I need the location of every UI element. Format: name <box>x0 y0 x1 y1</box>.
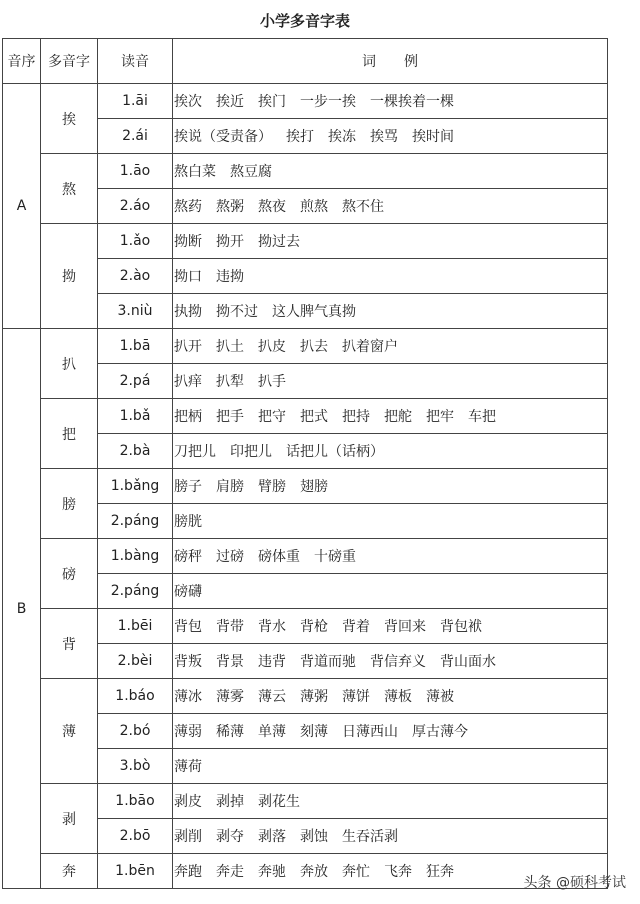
example-word: 违背 <box>258 654 286 670</box>
reading-cell: 2.bō <box>98 819 173 854</box>
char-cell: 熬 <box>41 154 98 224</box>
examples-cell <box>173 364 608 399</box>
example-word: 扒开 <box>174 339 202 355</box>
reading-cell: 1.āo <box>98 154 173 189</box>
example-word: 拗不过 <box>216 304 258 320</box>
example-word: 磅礴 <box>174 584 202 600</box>
example-word: 剥蚀 <box>300 829 328 845</box>
table-row <box>3 539 608 574</box>
example-word: 背道而驰 <box>300 654 356 670</box>
char-cell: 背 <box>41 609 98 679</box>
example-word: 奔忙 <box>342 864 370 880</box>
example-word: 把柄 <box>174 409 202 425</box>
examples-cell <box>173 784 608 819</box>
example-word: 单薄 <box>258 724 286 740</box>
example-word: 背包袱 <box>440 619 482 635</box>
example-word: 薄板 <box>384 689 412 705</box>
example-word: 把式 <box>300 409 328 425</box>
example-word: 挨骂 <box>370 129 398 145</box>
examples-cell <box>173 819 608 854</box>
reading-cell: 1.bàng <box>98 539 173 574</box>
example-word: 背山面水 <box>440 654 496 670</box>
example-word: 把手 <box>216 409 244 425</box>
example-word: 挨冻 <box>328 129 356 145</box>
example-word: 背景 <box>216 654 244 670</box>
example-word: 薄冰 <box>174 689 202 705</box>
example-word: 这人脾气真拗 <box>272 304 356 320</box>
reading-cell: 1.bēi <box>98 609 173 644</box>
example-word: 熬粥 <box>216 199 244 215</box>
examples-cell <box>173 294 608 329</box>
header-char: 多音字 <box>41 39 98 84</box>
example-word: 剥皮 <box>174 794 202 810</box>
example-word: 执拗 <box>174 304 202 320</box>
examples-cell <box>173 224 608 259</box>
example-word: 背水 <box>258 619 286 635</box>
example-word: 挨打 <box>286 129 314 145</box>
example-word: 剥落 <box>258 829 286 845</box>
example-word: 背信弃义 <box>370 654 426 670</box>
example-word: 扒皮 <box>258 339 286 355</box>
header-examples: 词 例 <box>173 39 608 84</box>
example-word: 过磅 <box>216 549 244 565</box>
example-word: 奔驰 <box>258 864 286 880</box>
example-word: 剥夺 <box>216 829 244 845</box>
char-cell: 薄 <box>41 679 98 784</box>
examples-cell <box>173 644 608 679</box>
examples-cell <box>173 539 608 574</box>
reading-cell: 1.báo <box>98 679 173 714</box>
example-word: 把舵 <box>384 409 412 425</box>
example-word: 话把儿（话柄） <box>286 444 384 460</box>
letter-cell: A <box>3 84 41 329</box>
char-cell: 奔 <box>41 854 98 889</box>
examples-cell <box>173 469 608 504</box>
char-cell: 把 <box>41 399 98 469</box>
reading-cell: 1.bǎ <box>98 399 173 434</box>
reading-cell: 1.bēn <box>98 854 173 889</box>
example-word: 奔放 <box>300 864 328 880</box>
examples-cell <box>173 84 608 119</box>
reading-cell: 1.bǎng <box>98 469 173 504</box>
examples-cell <box>173 154 608 189</box>
table-row <box>3 784 608 819</box>
example-word: 违拗 <box>216 269 244 285</box>
reading-cell: 2.bó <box>98 714 173 749</box>
example-word: 挨时间 <box>412 129 454 145</box>
example-word: 刻薄 <box>300 724 328 740</box>
reading-cell: 2.ào <box>98 259 173 294</box>
example-word: 挨门 <box>258 94 286 110</box>
example-word: 熬豆腐 <box>230 164 272 180</box>
example-word: 把牢 <box>426 409 454 425</box>
example-word: 把持 <box>342 409 370 425</box>
examples-cell <box>173 714 608 749</box>
example-word: 狂奔 <box>426 864 454 880</box>
reading-cell: 1.ǎo <box>98 224 173 259</box>
example-word: 熬药 <box>174 199 202 215</box>
examples-cell <box>173 329 608 364</box>
examples-cell <box>173 399 608 434</box>
table-row <box>3 84 608 119</box>
table-row <box>3 469 608 504</box>
example-word: 拗断 <box>174 234 202 250</box>
example-word: 扒手 <box>258 374 286 390</box>
example-word: 一步一挨 <box>300 94 356 110</box>
example-word: 刀把儿 <box>174 444 216 460</box>
example-word: 扒土 <box>216 339 244 355</box>
example-word: 扒痒 <box>174 374 202 390</box>
example-word: 奔走 <box>216 864 244 880</box>
table-row <box>3 399 608 434</box>
reading-cell: 1.bā <box>98 329 173 364</box>
example-word: 扒着窗户 <box>342 339 398 355</box>
example-word: 膀胱 <box>174 514 202 530</box>
char-cell: 磅 <box>41 539 98 609</box>
reading-cell: 2.pá <box>98 364 173 399</box>
reading-cell: 2.áo <box>98 189 173 224</box>
header-reading: 读音 <box>98 39 173 84</box>
char-cell: 挨 <box>41 84 98 154</box>
example-word: 熬不住 <box>342 199 384 215</box>
examples-cell <box>173 189 608 224</box>
example-word: 薄粥 <box>300 689 328 705</box>
example-word: 一棵挨着一棵 <box>370 94 454 110</box>
example-word: 稀薄 <box>216 724 244 740</box>
polyphone-table <box>2 38 608 889</box>
reading-cell: 2.bà <box>98 434 173 469</box>
example-word: 印把儿 <box>230 444 272 460</box>
example-word: 薄饼 <box>342 689 370 705</box>
reading-cell: 2.bèi <box>98 644 173 679</box>
table-row <box>3 609 608 644</box>
example-word: 薄云 <box>258 689 286 705</box>
reading-cell: 3.niù <box>98 294 173 329</box>
example-word: 日薄西山 <box>342 724 398 740</box>
example-word: 剥削 <box>174 829 202 845</box>
example-word: 薄雾 <box>216 689 244 705</box>
page-title: 小学多音字表 <box>259 12 350 30</box>
examples-cell <box>173 609 608 644</box>
example-word: 厚古薄今 <box>412 724 468 740</box>
example-word: 熬白菜 <box>174 164 216 180</box>
examples-cell <box>173 504 608 539</box>
reading-cell: 1.bāo <box>98 784 173 819</box>
reading-cell: 3.bò <box>98 749 173 784</box>
example-word: 煎熬 <box>300 199 328 215</box>
example-word: 薄荷 <box>174 759 202 775</box>
table-row <box>3 679 608 714</box>
example-word: 挨说（受责备） <box>174 129 272 145</box>
example-word: 背着 <box>342 619 370 635</box>
example-word: 薄被 <box>426 689 454 705</box>
example-word: 熬夜 <box>258 199 286 215</box>
example-word: 背包 <box>174 619 202 635</box>
example-word: 磅秤 <box>174 549 202 565</box>
example-word: 背枪 <box>300 619 328 635</box>
example-word: 拗过去 <box>258 234 300 250</box>
example-word: 挨近 <box>216 94 244 110</box>
example-word: 拗口 <box>174 269 202 285</box>
table-row <box>3 154 608 189</box>
header-letter: 音序 <box>3 39 41 84</box>
example-word: 扒去 <box>300 339 328 355</box>
reading-cell: 2.páng <box>98 504 173 539</box>
example-word: 磅体重 <box>258 549 300 565</box>
example-word: 车把 <box>468 409 496 425</box>
example-word: 背回来 <box>384 619 426 635</box>
letter-cell: B <box>3 329 41 889</box>
example-word: 拗开 <box>216 234 244 250</box>
examples-cell <box>173 574 608 609</box>
example-word: 翅膀 <box>300 479 328 495</box>
table-row <box>3 329 608 364</box>
char-cell: 拗 <box>41 224 98 329</box>
char-cell: 膀 <box>41 469 98 539</box>
table-row <box>3 224 608 259</box>
reading-cell: 2.ái <box>98 119 173 154</box>
example-word: 扒犁 <box>216 374 244 390</box>
example-word: 飞奔 <box>384 864 412 880</box>
examples-cell <box>173 679 608 714</box>
example-word: 薄弱 <box>174 724 202 740</box>
example-word: 剥掉 <box>216 794 244 810</box>
table-row <box>3 854 608 889</box>
char-cell: 剥 <box>41 784 98 854</box>
reading-cell: 1.āi <box>98 84 173 119</box>
example-word: 背叛 <box>174 654 202 670</box>
example-word: 剥花生 <box>258 794 300 810</box>
examples-cell <box>173 434 608 469</box>
examples-cell <box>173 749 608 784</box>
table-header-row <box>3 39 608 84</box>
example-word: 奔跑 <box>174 864 202 880</box>
example-word: 把守 <box>258 409 286 425</box>
watermark: 头条 @硕科考试 <box>523 875 626 891</box>
examples-cell <box>173 119 608 154</box>
example-word: 挨次 <box>174 94 202 110</box>
reading-cell: 2.páng <box>98 574 173 609</box>
example-word: 背带 <box>216 619 244 635</box>
examples-cell <box>173 259 608 294</box>
example-word: 生吞活剥 <box>342 829 398 845</box>
example-word: 膀子 <box>174 479 202 495</box>
example-word: 十磅重 <box>314 549 356 565</box>
char-cell: 扒 <box>41 329 98 399</box>
example-word: 肩膀 <box>216 479 244 495</box>
example-word: 臂膀 <box>258 479 286 495</box>
